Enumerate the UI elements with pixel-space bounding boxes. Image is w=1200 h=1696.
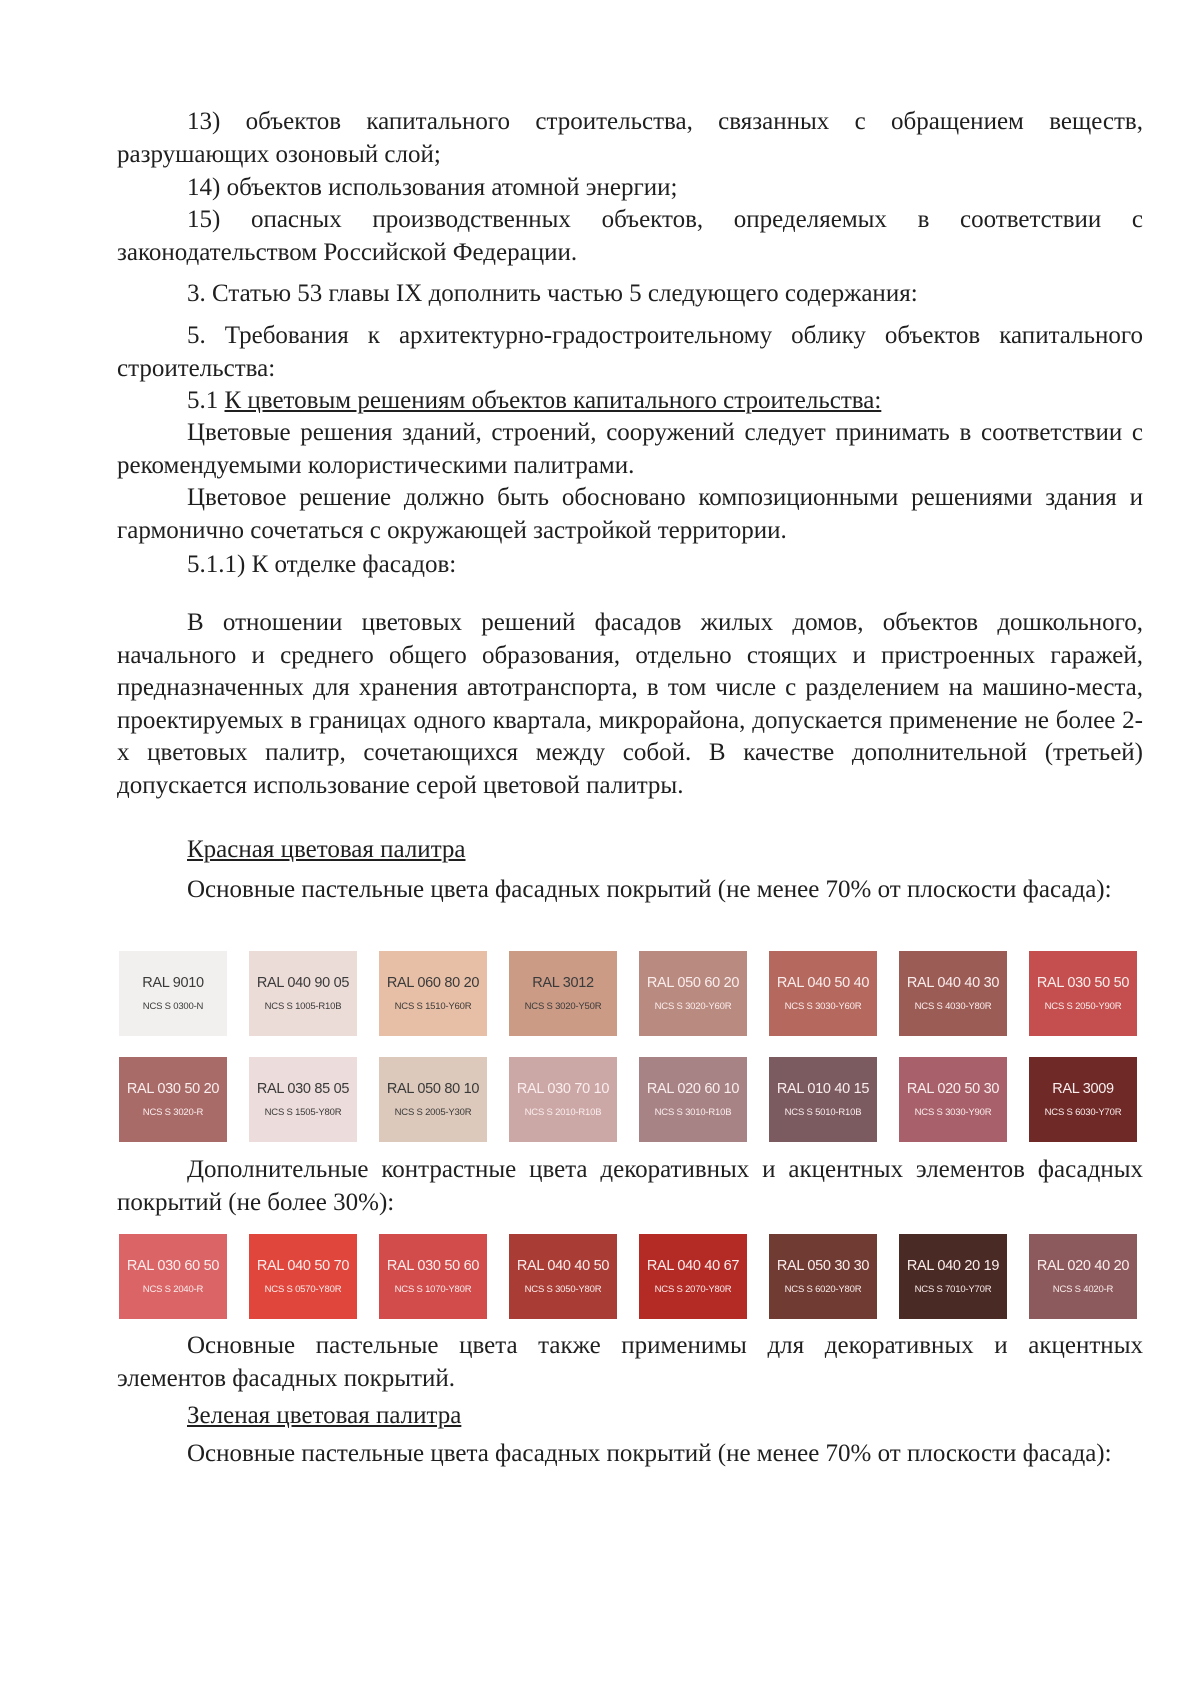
color-swatch	[379, 951, 487, 1036]
section-5-1-number: 5.1	[187, 387, 225, 414]
swatch-ncs-code: NCS S 5010-R10B	[784, 1107, 862, 1118]
color-swatch	[249, 1234, 357, 1319]
red-main-intro: Основные пастельные цвета фасадных покрытий (не менее 70% от плоскости фасада):	[187, 876, 1112, 903]
color-swatch	[1029, 1057, 1137, 1142]
swatch-ncs-code: NCS S 1070-Y80R	[394, 1284, 472, 1295]
color-swatch	[1029, 1234, 1137, 1319]
swatch-ral-code: RAL 040 50 70	[256, 1258, 350, 1274]
color-swatch	[509, 951, 617, 1036]
swatch-ncs-code: NCS S 3020-Y60R	[654, 1001, 732, 1012]
swatch-ral-code: RAL 030 70 10	[516, 1081, 610, 1097]
swatch-ral-code: RAL 050 60 20	[646, 975, 740, 991]
red-note-paragraph: Основные пастельные цвета также применимы для декоративных и акцентных элементов фасадных покрытий.	[117, 1332, 1143, 1392]
swatch-ncs-code: NCS S 0300-N	[142, 1001, 204, 1012]
swatch-ncs-code: NCS S 1505-Y80R	[264, 1107, 342, 1118]
swatch-ral-code: RAL 020 60 10	[646, 1081, 740, 1097]
color-swatch	[119, 1234, 227, 1319]
swatch-ncs-code: NCS S 7010-Y70R	[914, 1284, 992, 1295]
color-swatch	[509, 1057, 617, 1142]
swatch-ral-code: RAL 030 50 60	[386, 1258, 480, 1274]
swatch-ncs-code: NCS S 4030-Y80R	[914, 1001, 992, 1012]
swatch-ncs-code: NCS S 2050-Y90R	[1044, 1001, 1122, 1012]
swatch-ral-code: RAL 030 50 20	[126, 1081, 220, 1097]
swatch-ral-code: RAL 030 85 05	[256, 1081, 350, 1097]
swatch-ncs-code: NCS S 1510-Y60R	[394, 1001, 472, 1012]
swatch-ncs-code: NCS S 2070-Y80R	[654, 1284, 732, 1295]
color-swatch	[899, 1057, 1007, 1142]
swatch-ral-code: RAL 3012	[532, 975, 594, 991]
swatch-ncs-code: NCS S 2005-Y30R	[394, 1107, 472, 1118]
swatch-ncs-code: NCS S 4020-R	[1052, 1284, 1114, 1295]
color-swatch	[899, 1234, 1007, 1319]
color-swatch	[119, 951, 227, 1036]
color-swatch	[769, 1057, 877, 1142]
swatch-ncs-code: NCS S 0570-Y80R	[264, 1284, 342, 1295]
color-swatch	[639, 1234, 747, 1319]
facades-paragraph: В отношении цветовых решений фасадов жилых домов, объектов дошкольного, начального и среднего общего образования, отдельно стоящих и пристроенных гаражей, предназначенных для хранения автотранспорта, в том числе с разделением на машино-места, проектируемых в границах одного квартала, микрорайона, допускается применение не более 2-х цветовых палитр, сочетающихся между собой. В качестве дополнительной (третьей) допускается использование серой цветовой палитры.	[117, 609, 1143, 799]
swatch-ral-code: RAL 030 60 50	[126, 1258, 220, 1274]
swatch-ncs-code: NCS S 3030-Y60R	[784, 1001, 862, 1012]
color-swatch	[639, 951, 747, 1036]
swatch-ral-code: RAL 060 80 20	[386, 975, 480, 991]
color-swatch	[639, 1057, 747, 1142]
amendment-item-3: 3. Статью 53 главы IX дополнить частью 5 следующего содержания:	[187, 280, 918, 307]
subsection-5-1-1: 5.1.1) К отделке фасадов:	[187, 551, 457, 578]
red-main-palette-row-2	[119, 1057, 1139, 1142]
red-main-palette-row-1	[119, 951, 1139, 1036]
red-palette-heading-text: Красная цветовая палитра	[187, 836, 466, 863]
swatch-ncs-code: NCS S 2040-R	[142, 1284, 204, 1295]
swatch-ncs-code: NCS S 3010-R10B	[654, 1107, 732, 1118]
list-item-14: 14) объектов использования атомной энергии;	[187, 174, 678, 201]
red-extra-palette-row	[119, 1234, 1139, 1319]
color-swatch	[249, 951, 357, 1036]
swatch-ncs-code: NCS S 6020-Y80R	[784, 1284, 862, 1295]
list-item-15: 15) опасных производственных объектов, определяемых в соответствии с законодательством Российской Федерации.	[117, 206, 1143, 266]
color-swatch	[1029, 951, 1137, 1036]
swatch-ral-code: RAL 040 50 40	[776, 975, 870, 991]
color-swatch	[769, 951, 877, 1036]
swatch-ncs-code: NCS S 2010-R10B	[524, 1107, 602, 1118]
color-justification-paragraph: Цветовое решение должно быть обосновано композиционными решениями здания и гармонично сочетаться с окружающей застройкой территории.	[117, 484, 1143, 544]
section-5-1-heading	[117, 385, 1143, 418]
swatch-ral-code: RAL 050 30 30	[776, 1258, 870, 1274]
swatch-ral-code: RAL 040 40 67	[646, 1258, 740, 1274]
swatch-ncs-code: NCS S 1005-R10B	[264, 1001, 342, 1012]
swatch-ral-code: RAL 020 40 20	[1036, 1258, 1130, 1274]
color-swatch	[379, 1234, 487, 1319]
swatch-ral-code: RAL 030 50 50	[1036, 975, 1130, 991]
section-5-1-title: К цветовым решениям объектов капитального строительства:	[224, 387, 882, 414]
color-swatch	[379, 1057, 487, 1142]
swatch-ral-code: RAL 040 20 19	[906, 1258, 1000, 1274]
color-swatch	[119, 1057, 227, 1142]
color-solutions-paragraph: Цветовые решения зданий, строений, сооружений следует принимать в соответствии с рекомендуемыми колористическими палитрами.	[117, 419, 1143, 479]
swatch-ral-code: RAL 040 40 30	[906, 975, 1000, 991]
swatch-ral-code: RAL 040 90 05	[256, 975, 350, 991]
swatch-ral-code: RAL 9010	[142, 975, 204, 991]
list-item-13: 13) объектов капитального строительства, связанных с обращением веществ, разрушающих озоновый слой;	[117, 108, 1143, 168]
swatch-ral-code: RAL 010 40 15	[776, 1081, 870, 1097]
green-main-intro: Основные пастельные цвета фасадных покрытий (не менее 70% от плоскости фасада):	[187, 1440, 1112, 1467]
swatch-ral-code: RAL 020 50 30	[906, 1081, 1000, 1097]
swatch-ral-code: RAL 040 40 50	[516, 1258, 610, 1274]
swatch-ncs-code: NCS S 3020-R	[142, 1107, 204, 1118]
section-5-heading: 5. Требования к архитектурно-градостроительному облику объектов капитального строительства:	[117, 322, 1143, 382]
swatch-ncs-code: NCS S 6030-Y70R	[1044, 1107, 1122, 1118]
red-extra-intro: Дополнительные контрастные цвета декоративных и акцентных элементов фасадных покрытий (не более 30%):	[117, 1156, 1143, 1216]
green-palette-heading	[117, 1400, 1143, 1433]
color-swatch	[249, 1057, 357, 1142]
color-swatch	[769, 1234, 877, 1319]
color-swatch	[899, 951, 1007, 1036]
swatch-ncs-code: NCS S 3030-Y90R	[914, 1107, 992, 1118]
red-palette-heading	[117, 834, 1143, 867]
green-palette-heading-text: Зеленая цветовая палитра	[187, 1402, 462, 1429]
swatch-ncs-code: NCS S 3050-Y80R	[524, 1284, 602, 1295]
swatch-ral-code: RAL 3009	[1052, 1081, 1114, 1097]
swatch-ral-code: RAL 050 80 10	[386, 1081, 480, 1097]
color-swatch	[509, 1234, 617, 1319]
swatch-ncs-code: NCS S 3020-Y50R	[524, 1001, 602, 1012]
